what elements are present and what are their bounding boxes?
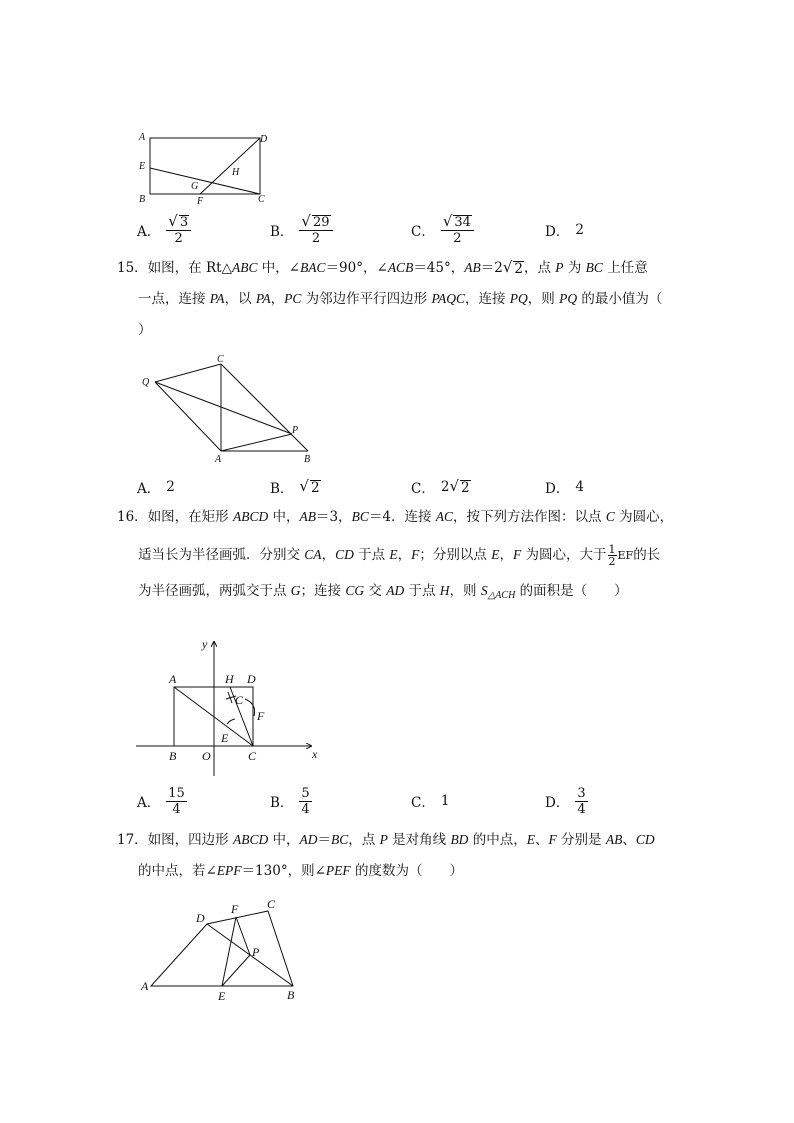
q16-line-1: 16．如图，在矩形 ABCD 中，AB＝3，BC＝4．连接 AC，按下列方法作图：以点 C 为圆心， bbox=[117, 509, 674, 525]
q15-line-1: 15．如图，在 Rt△ABC 中，∠BAC＝90°，∠ACB＝45°，AB＝2 √ 2 ，点 P 为 BC 上任意 bbox=[117, 258, 648, 277]
q15-line-2: 一点，连接 PA，以 PA，PC 为邻边作平行四边形 PAQC，连接 PQ，则 PQ 的最小值为（ bbox=[138, 291, 663, 307]
q16-label-A: A bbox=[169, 672, 177, 686]
q15-line-3: ） bbox=[138, 322, 152, 338]
q16-label-D: D bbox=[247, 672, 256, 686]
q17-line-2: 的中点，若∠EPF＝130°，则∠PEF 的度数为（ ） bbox=[138, 863, 463, 879]
q14-option-a[interactable]: A． √ 3 2 bbox=[137, 211, 191, 249]
q15-segment-QC bbox=[155, 364, 221, 382]
q16-options bbox=[137, 782, 597, 820]
q14-label-H: H bbox=[232, 167, 240, 178]
q15-number: 15． bbox=[117, 260, 148, 276]
q16-label-E: E bbox=[221, 731, 229, 745]
q16-label-C-upper: C bbox=[235, 693, 244, 707]
q15-label-C: C bbox=[217, 354, 224, 365]
q16-option-d[interactable]: D． $\frac{3}{4}$ bbox=[545, 785, 586, 817]
q17-segment-EP bbox=[222, 955, 250, 986]
q14-options bbox=[137, 211, 597, 249]
q16-option-a[interactable]: A． $\frac{15}{4}$ bbox=[137, 785, 185, 817]
q15-label-Q: Q bbox=[142, 377, 150, 388]
q17-segment-FP bbox=[236, 917, 250, 955]
q14-label-B: B bbox=[139, 194, 146, 205]
q15-segment-QA bbox=[155, 382, 221, 451]
q14-label-D: D bbox=[260, 134, 268, 145]
q16-option-b[interactable]: B． $\frac{5}{4}$ bbox=[270, 785, 310, 817]
q17-label-C: C bbox=[267, 897, 276, 911]
q16-line-3: 为半径画弧，两弧交于点 G；连接 CG 交 AD 于点 H，则 $S_{\triangle ACH}$ 的面积是（ ） bbox=[138, 583, 628, 601]
q14-label-F: F bbox=[197, 196, 204, 207]
q17-label-P: P bbox=[252, 945, 260, 959]
q17-label-B: B bbox=[287, 988, 295, 1002]
q17-label-D: D bbox=[196, 911, 205, 925]
q15-segment-CB bbox=[221, 364, 308, 451]
q14-option-c[interactable]: C． √ 34 2 bbox=[411, 211, 474, 249]
q16-label-C: C bbox=[248, 749, 257, 763]
q15-options bbox=[137, 468, 597, 506]
q15-label-P: P bbox=[292, 425, 299, 436]
q16-label-O: O bbox=[202, 749, 211, 763]
q17-figure bbox=[136, 892, 316, 1007]
q15-option-b[interactable]: B． √ 2 bbox=[270, 477, 320, 497]
q14-option-b[interactable]: B． √ 29 2 bbox=[270, 211, 333, 249]
q15-option-c[interactable]: C． 2 √ 2 bbox=[411, 477, 470, 497]
q16-label-B: B bbox=[169, 749, 177, 763]
q14-label-C: C bbox=[258, 194, 265, 205]
q15-segment-AP bbox=[221, 434, 292, 451]
q16-option-c[interactable]: C． 1 bbox=[411, 793, 450, 811]
q15-figure bbox=[136, 350, 326, 465]
q17-label-F: F bbox=[231, 902, 239, 916]
q14-label-G: G bbox=[191, 181, 199, 192]
q17-label-A: A bbox=[141, 979, 149, 993]
q16-arc-E bbox=[227, 719, 235, 724]
q17-number: 17． bbox=[117, 832, 148, 848]
q16-label-F: F bbox=[257, 709, 265, 723]
q16-line-2: 适当长为半径画弧．分别交 CA，CD 于点 E，F；分别以点 E，F 为圆心，大于 $\frac{1}{2}$ EF的长 bbox=[138, 543, 661, 568]
q14-segment-EC bbox=[150, 168, 260, 194]
q16-figure bbox=[136, 636, 326, 771]
q15-option-d[interactable]: D． 4 bbox=[545, 479, 584, 497]
q17-line-1: 17．如图，四边形 ABCD 中，AD＝BC，点 P 是对角线 BD 的中点，E、F 分别是 AB、CD bbox=[117, 832, 655, 848]
q15-segment-QP bbox=[155, 382, 292, 434]
q14-segment-DF bbox=[200, 138, 260, 194]
q15-option-a[interactable]: A． 2 bbox=[137, 479, 175, 497]
q17-label-E: E bbox=[218, 989, 226, 1003]
q16-label-x: x bbox=[312, 747, 318, 761]
q14-label-E: E bbox=[139, 161, 146, 172]
q14-label-A: A bbox=[139, 132, 146, 143]
q17-quadrilateral bbox=[151, 911, 293, 986]
q14-rectangle bbox=[150, 138, 260, 194]
q15-label-B: B bbox=[304, 454, 311, 465]
q14-figure bbox=[134, 128, 274, 208]
q15-label-A: A bbox=[215, 454, 222, 465]
q16-label-y: y bbox=[202, 637, 208, 651]
q14-option-d[interactable]: D． 2 bbox=[545, 222, 584, 240]
q16-label-H: H bbox=[225, 672, 234, 686]
q16-number: 16． bbox=[117, 509, 148, 525]
q17-segment-EF bbox=[222, 917, 236, 986]
